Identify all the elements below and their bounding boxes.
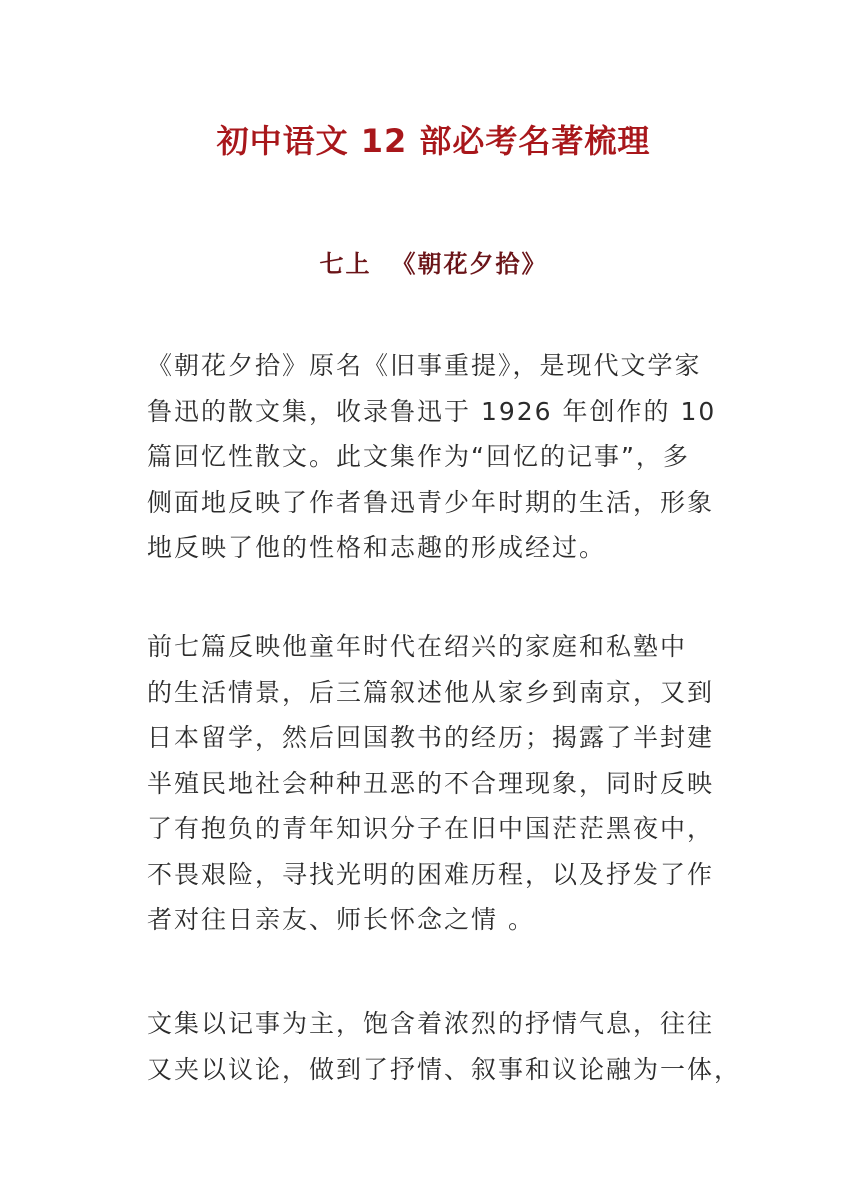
paragraph-line: 前七篇反映他童年时代在绍兴的家庭和私塾中: [147, 632, 688, 661]
section-book-title: 《朝花夕拾》: [391, 250, 548, 278]
paragraph-line: 又夹以议论，做到了抒情、叙事和议论融为一体，: [147, 1054, 742, 1084]
paragraph-line: 者对往日亲友、师长怀念之情 。: [147, 905, 535, 934]
paragraph-line: 半殖民地社会种种丑恶的不合理现象，同时反映: [147, 768, 715, 798]
paragraph-line: 的生活情景，后三篇叙述他从家乡到南京，又到: [147, 677, 715, 707]
paragraph-line: 了有抱负的青年知识分子在旧中国茫茫黑夜中，: [147, 814, 715, 843]
paragraph-line: 篇回忆性散文。此文集作为“回忆的记事”，多: [147, 442, 690, 471]
paragraph-line: 文集以记事为主，饱含着浓烈的抒情气息，往往: [147, 1009, 715, 1038]
paragraph-line: 地反映了他的性格和志趣的形成经过。: [147, 533, 607, 562]
paragraph-intro: [147, 343, 727, 571]
paragraph-content: [147, 624, 727, 943]
paragraph-line: 鲁迅的散文集，收录鲁迅于 1926 年创作的 10: [147, 396, 717, 426]
section-heading: [0, 244, 867, 284]
paragraph-line: 不畏艰险，寻找光明的困难历程，以及抒发了作: [147, 859, 715, 889]
paragraph-line: 侧面地反映了作者鲁迅青少年时期的生活，形象: [147, 487, 715, 517]
paragraph-line: 日本留学，然后回国教书的经历；揭露了半封建: [147, 723, 715, 752]
paragraph-style: [147, 1001, 742, 1092]
document-title: 初中语文 12 部必考名著梳理: [216, 122, 651, 160]
section-grade: 七上: [319, 250, 372, 278]
paragraph-line: 《朝花夕拾》原名《旧事重提》，是现代文学家: [147, 351, 702, 380]
